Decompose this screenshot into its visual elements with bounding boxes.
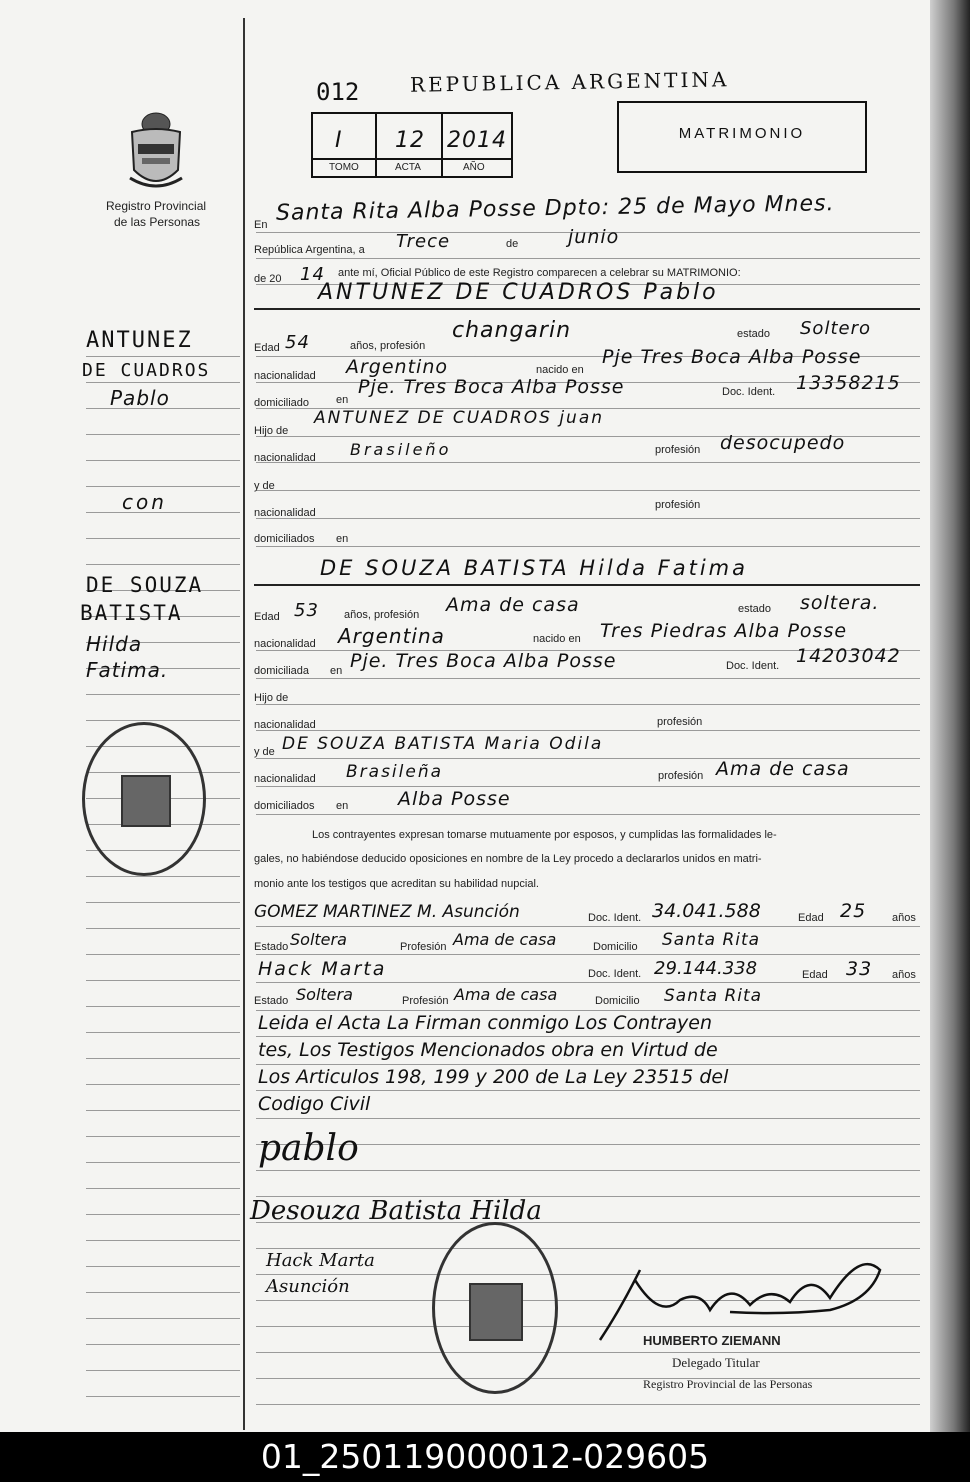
- witness2-profession: Ama de casa: [454, 985, 558, 1004]
- witness2-edad-label: Edad: [802, 969, 828, 981]
- witness1-doc-label: Doc. Ident.: [588, 912, 642, 924]
- place: Santa Rita Alba Posse Dpto: 25 de Mayo Mnes.: [275, 191, 835, 226]
- bride-father-profesion-label: profesión: [657, 716, 703, 728]
- margin-ruled-line: [86, 1006, 240, 1007]
- bride-nationality: Argentina: [338, 624, 445, 648]
- margin-ruled-line: [86, 720, 240, 721]
- bride-domiciliada-label: domiciliada: [254, 665, 310, 677]
- groom-father-profession: desocupedo: [720, 432, 846, 454]
- margin-ruled-line: [86, 1032, 240, 1033]
- body-ruled-line: [256, 1378, 920, 1379]
- witness1-name: GOMEZ MARTINEZ M. Asunción: [254, 902, 520, 922]
- body-ruled-line: [256, 954, 920, 955]
- margin-ruled-line: [86, 460, 240, 461]
- margin-ruled-line: [86, 694, 240, 695]
- bride-mother-nacionalidad-label: nacionalidad: [254, 773, 316, 785]
- margin-ruled-line: [86, 1136, 240, 1137]
- body-ruled-line: [256, 258, 920, 259]
- witness1-doc: 34.041.588: [652, 900, 761, 922]
- margin-ruled-line: [86, 954, 240, 955]
- groom-birthplace: Pje Tres Boca Alba Posse: [602, 346, 862, 368]
- margin-ruled-line: [86, 1188, 240, 1189]
- bride-age: 53: [294, 600, 319, 621]
- acta-label: ACTA: [395, 162, 421, 173]
- bride-parents-address: Alba Posse: [398, 788, 511, 810]
- margin-ruled-line: [86, 1084, 240, 1085]
- bride-profession: Ama de casa: [446, 594, 580, 616]
- de-label: de: [506, 238, 519, 250]
- groom-mother-profesion-label: profesión: [655, 499, 701, 511]
- bride-en-label: en: [330, 665, 343, 677]
- bride-doc: 14203042: [796, 645, 901, 667]
- witness1-age: 25: [840, 900, 867, 922]
- witness2-name: Hack Marta: [258, 958, 387, 980]
- margin-ruled-line: [86, 356, 240, 357]
- body-ruled-line: [256, 704, 920, 705]
- body-ruled-line: [256, 518, 920, 519]
- margin-ruled-line: [86, 980, 240, 981]
- bride-y-de-label: y de: [254, 746, 275, 758]
- closing-line2: tes, Los Testigos Mencionados obra en Virtud de: [258, 1039, 718, 1061]
- margin-bride-line3: Hilda: [86, 632, 143, 656]
- bride-doc-label: Doc. Ident.: [726, 660, 780, 672]
- margin-ruled-line: [86, 1266, 240, 1267]
- groom-nacionalidad-label: nacionalidad: [254, 370, 316, 382]
- en-label: En: [254, 219, 268, 231]
- groom-address: Pje. Tres Boca Alba Posse: [358, 376, 625, 398]
- body-ruled-line: [256, 546, 920, 547]
- groom-domiciliados-en-label: en: [336, 533, 349, 545]
- seal-stamp-icon-2: [432, 1222, 558, 1394]
- intro-sentence: ante mí, Oficial Público de este Registro comparecen a celebrar su MATRIMONIO:: [338, 267, 741, 279]
- groom-hijo-label: Hijo de: [254, 425, 289, 437]
- act-type: MATRIMONIO: [678, 125, 806, 142]
- groom-signature: pablo: [258, 1128, 359, 1169]
- registry-name-line1: Registro Provincial: [106, 199, 207, 213]
- bride-edad-label: Edad: [254, 611, 280, 623]
- document-id: 01_250119000012-029605: [260, 1437, 710, 1476]
- year-suffix: 14: [300, 264, 325, 285]
- witness2-doc-label: Doc. Ident.: [588, 968, 642, 980]
- groom-domiciliados-label: domiciliados: [254, 533, 315, 545]
- declaration-line3: monio ante los testigos que acreditan su habilidad nupcial.: [254, 878, 539, 890]
- witness1-domicilio-label: Domicilio: [593, 941, 638, 953]
- witness-signature-line2: Asunción: [266, 1276, 350, 1297]
- bride-signature: Desouza Batista Hilda: [250, 1196, 542, 1226]
- official-name: HUMBERTO ZIEMANN: [643, 1333, 781, 1348]
- margin-ruled-line: [86, 1214, 240, 1215]
- bride-nacido-label: nacido en: [533, 633, 581, 645]
- closing-line4: Codigo Civil: [258, 1093, 371, 1115]
- republic-heading: REPUBLICA ARGENTINA: [409, 67, 730, 97]
- body-ruled-line: [256, 814, 920, 815]
- margin-ruled-line: [86, 928, 240, 929]
- tomo-value: I: [335, 128, 343, 153]
- day: Trece: [396, 231, 451, 252]
- groom-doc-label: Doc. Ident.: [722, 386, 776, 398]
- margin-ruled-line: [86, 1240, 240, 1241]
- margin-ruled-line: [86, 902, 240, 903]
- witness2-anos-label: años: [892, 969, 916, 981]
- witness1-address: Santa Rita: [662, 930, 761, 950]
- groom-civil-status: Soltero: [800, 318, 871, 339]
- margin-con: con: [122, 490, 167, 514]
- groom-father-profesion-label: profesión: [655, 444, 701, 456]
- body-ruled-line: [256, 982, 920, 983]
- margin-ruled-line: [86, 486, 240, 487]
- official-title: Delegado Titular: [672, 1355, 760, 1370]
- bride-full-name: DE SOUZA BATISTA Hilda Fatima: [320, 556, 748, 580]
- body-ruled-line: [256, 462, 920, 463]
- witness1-profesion-label: Profesión: [400, 941, 447, 953]
- act-type-box: [617, 101, 867, 173]
- groom-profession: changarin: [452, 318, 572, 343]
- closing-line3: Los Articulos 198, 199 y 200 de La Ley 23515 del: [258, 1066, 729, 1088]
- official-office: Registro Provincial de las Personas: [643, 1377, 813, 1391]
- registry-name-line2: de las Personas: [114, 215, 201, 229]
- margin-ruled-line: [86, 1110, 240, 1111]
- margin-bride-line2: BATISTA: [80, 601, 183, 625]
- groom-nationality: Argentino: [346, 356, 448, 378]
- tomo-acta-anio-box: [311, 112, 513, 178]
- witness2-age: 33: [846, 958, 873, 980]
- witness-signature-line1: Hack Marta: [266, 1250, 375, 1271]
- body-ruled-line: [256, 1064, 920, 1065]
- margin-ruled-line: [86, 1344, 240, 1345]
- anio-label: AÑO: [463, 162, 485, 173]
- witness2-civil-status: Soltera: [296, 985, 353, 1004]
- margin-groom-line3: Pablo: [110, 386, 170, 410]
- groom-en-label: en: [336, 394, 349, 406]
- month: junio: [568, 226, 620, 248]
- groom-y-de-label: y de: [254, 480, 275, 492]
- body-ruled-line: [256, 1352, 920, 1353]
- margin-ruled-line: [86, 1396, 240, 1397]
- year-prefix: de 20: [254, 273, 282, 285]
- republica-label: República Argentina, a: [254, 244, 365, 256]
- groom-father: ANTUNEZ DE CUADROS juan: [314, 408, 605, 428]
- bride-mother: DE SOUZA BATISTA Maria Odila: [282, 734, 604, 754]
- bride-domiciliados-en-label: en: [336, 800, 349, 812]
- bride-address: Pje. Tres Boca Alba Posse: [350, 650, 617, 672]
- margin-bride-line1: DE SOUZA: [86, 573, 204, 597]
- body-ruled-line: [256, 926, 920, 927]
- witness2-doc: 29.144.338: [654, 958, 758, 979]
- bride-father-nacionalidad-label: nacionalidad: [254, 719, 316, 731]
- groom-father-nacionalidad-label: nacionalidad: [254, 452, 316, 464]
- bride-mother-profession: Ama de casa: [716, 758, 850, 780]
- groom-anos-profesion-label: años, profesión: [350, 340, 426, 352]
- folio-number: 012: [316, 78, 360, 106]
- body-ruled-line: [256, 1170, 920, 1171]
- margin-bride-line4: Fatima.: [86, 658, 169, 682]
- bride-domiciliados-label: domiciliados: [254, 800, 315, 812]
- witness2-address: Santa Rita: [664, 986, 763, 1006]
- groom-father-nationality: Brasileño: [350, 440, 452, 459]
- groom-domiciliado-label: domiciliado: [254, 397, 310, 409]
- groom-edad-label: Edad: [254, 342, 280, 354]
- witness2-estado-label: Estado: [254, 995, 289, 1007]
- body-ruled-line: [256, 1090, 920, 1091]
- witness1-civil-status: Soltera: [290, 930, 347, 949]
- margin-ruled-line: [86, 1370, 240, 1371]
- groom-full-name: ANTUNEZ DE CUADROS Pablo: [318, 280, 719, 305]
- tomo-label: TOMO: [329, 162, 359, 173]
- body-ruled-line: [256, 1036, 920, 1037]
- body-ruled-line: [256, 1248, 920, 1249]
- groom-mother-nacionalidad-label: nacionalidad: [254, 507, 316, 519]
- seal-stamp-icon: [82, 722, 206, 876]
- groom-estado-label: estado: [737, 328, 771, 340]
- margin-rule: [243, 18, 245, 1430]
- witness2-profesion-label: Profesión: [402, 995, 449, 1007]
- bride-mother-profesion-label: profesión: [658, 770, 704, 782]
- margin-groom-line1: ANTUNEZ: [86, 328, 193, 353]
- groom-age: 54: [285, 332, 310, 353]
- body-ruled-line: [256, 730, 920, 731]
- closing-line1: Leida el Acta La Firman conmigo Los Contrayen: [258, 1012, 712, 1034]
- bride-hijo-label: Hijo de: [254, 692, 289, 704]
- witness1-estado-label: Estado: [254, 941, 289, 953]
- margin-ruled-line: [86, 1058, 240, 1059]
- bride-birthplace: Tres Piedras Alba Posse: [600, 620, 848, 642]
- coat-of-arms-icon: [122, 108, 190, 194]
- groom-doc: 13358215: [796, 372, 901, 394]
- body-ruled-line: [256, 1404, 920, 1405]
- bride-nacionalidad-label: nacionalidad: [254, 638, 316, 650]
- margin-ruled-line: [86, 1292, 240, 1293]
- witness1-edad-label: Edad: [798, 912, 824, 924]
- witness2-domicilio-label: Domicilio: [595, 995, 640, 1007]
- bride-mother-nationality: Brasileña: [346, 762, 444, 782]
- witness1-anos-label: años: [892, 912, 916, 924]
- bride-civil-status: soltera.: [800, 592, 880, 614]
- declaration-line2: gales, no habiéndose deducido oposiciones en nombre de la Ley procedo a declararlos unidos en matri-: [254, 853, 762, 865]
- body-ruled-line: [256, 1010, 920, 1011]
- margin-groom-line2: DE CUADROS: [82, 360, 211, 381]
- groom-nacido-label: nacido en: [536, 364, 584, 376]
- acta-value: 12: [395, 128, 425, 153]
- body-ruled-line: [256, 1118, 920, 1119]
- body-ruled-line: [256, 490, 920, 491]
- body-ruled-line: [256, 678, 920, 679]
- witness1-profession: Ama de casa: [453, 930, 557, 949]
- bride-anos-profesion-label: años, profesión: [344, 609, 420, 621]
- margin-ruled-line: [86, 1162, 240, 1163]
- margin-ruled-line: [86, 538, 240, 539]
- margin-ruled-line: [86, 876, 240, 877]
- page-edge: [930, 0, 970, 1432]
- bride-estado-label: estado: [738, 603, 772, 615]
- declaration-line1: Los contrayentes expresan tomarse mutuamente por esposos, y cumplidas las formalidades le-: [312, 829, 777, 841]
- body-ruled-line: [256, 786, 920, 787]
- margin-ruled-line: [86, 564, 240, 565]
- margin-ruled-line: [86, 434, 240, 435]
- anio-value: 2014: [447, 128, 507, 153]
- margin-ruled-line: [86, 382, 240, 383]
- margin-ruled-line: [86, 1318, 240, 1319]
